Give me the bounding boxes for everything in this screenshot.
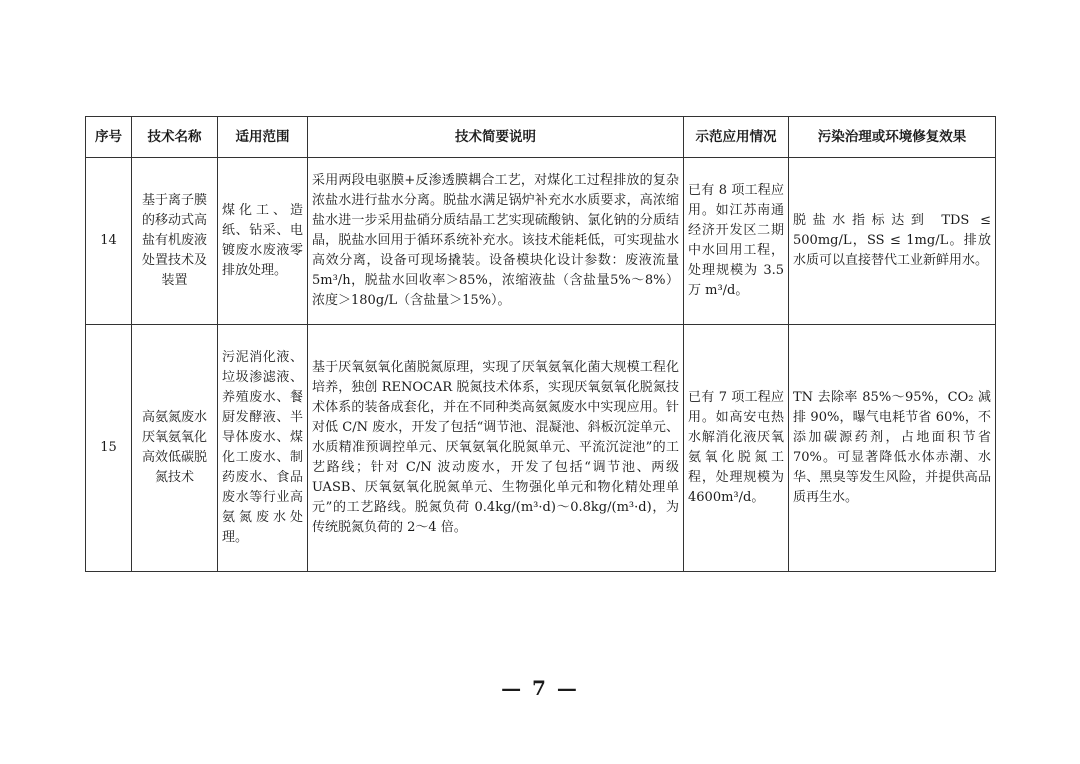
table-row: [86, 158, 996, 325]
table-header-row: [86, 117, 996, 158]
row-description: 采用两段电驱膜+反渗透膜耦合工艺，对煤化工过程排放的复杂浓盐水进行盐水分离。脱盐水满足锅炉补充水水质要求，高浓缩盐水进一步采用盐硝分质结晶工艺实现硫酸钠、氯化钠的分质结晶，脱盐水回用于循环系统补充水。该技术能耗低，可实现盐水高效分离，设备可现场撬装。设备模块化设计参数：废液流量 5m³/h，脱盐水回收率＞85%，浓缩液盐（含盐量5%～8%）浓度＞180g/L（含盐量＞15%）。: [308, 158, 684, 325]
header-effect: 污染治理或环境修复效果: [789, 117, 996, 158]
page-number: — 7 —: [501, 676, 579, 700]
header-description: 技术简要说明: [308, 117, 684, 158]
header-tech-name: 技术名称: [132, 117, 218, 158]
row-scope: 煤化工、造纸、钻采、电镀废水废液零排放处理。: [218, 158, 308, 325]
row-description: 基于厌氧氨氧化菌脱氮原理，实现了厌氧氨氧化菌大规模工程化培养，独创 RENOCAR 脱氮技术体系，实现厌氧氨氧化脱氮技术体系的装备成套化，并在不同种类高氨氮废水中实现应用。针对低 C/N 废水，开发了包括“调节池、混凝池、斜板沉淀单元、水质精准预调控单元、厌氧氨氧化脱氮单元、平流沉淀池”的工艺路线；针对 C/N 波动废水，开发了包括“调节池、两级 UASB、厌氧氨氧化脱氮单元、生物强化单元和物化精处理单元”的工艺路线。脱氮负荷 0.4kg/(m³·d)～0.8kg/(m³·d)，为传统脱氮负荷的 2～4 倍。: [308, 325, 684, 572]
row-demo-application: 已有 7 项工程应用。如高安屯热水解消化液厌氧氨氧化脱氮工程，处理规模为 4600m³/d。: [684, 325, 789, 572]
row-demo-application: 已有 8 项工程应用。如江苏南通经济开发区二期中水回用工程，处理规模为 3.5 万 m³/d。: [684, 158, 789, 325]
row-effect: 脱盐水指标达到 TDS ≤ 500mg/L，SS ≤ 1mg/L。排放水质可以直接替代工业新鲜用水。: [789, 158, 996, 325]
technology-table: [85, 116, 996, 572]
header-demo-application: 示范应用情况: [684, 117, 789, 158]
row-tech-name: 高氨氮废水厌氧氨氧化高效低碳脱氮技术: [132, 325, 218, 572]
table-row: [86, 325, 996, 572]
row-tech-name: 基于离子膜的移动式高盐有机废液处置技术及装置: [132, 158, 218, 325]
row-effect: TN 去除率 85%～95%，CO₂ 减排 90%，曝气电耗节省 60%，不添加碳源药剂，占地面积节省 70%。可显著降低水体赤潮、水华、黑臭等发生风险，并提供高品质再生水。: [789, 325, 996, 572]
row-scope: 污泥消化液、垃圾渗滤液、养殖废水、餐厨发酵液、半导体废水、煤化工废水、制药废水、食品废水等行业高氨氮废水处理。: [218, 325, 308, 572]
row-no: 14: [86, 158, 132, 325]
row-no: 15: [86, 325, 132, 572]
header-no: 序号: [86, 117, 132, 158]
header-scope: 适用范围: [218, 117, 308, 158]
